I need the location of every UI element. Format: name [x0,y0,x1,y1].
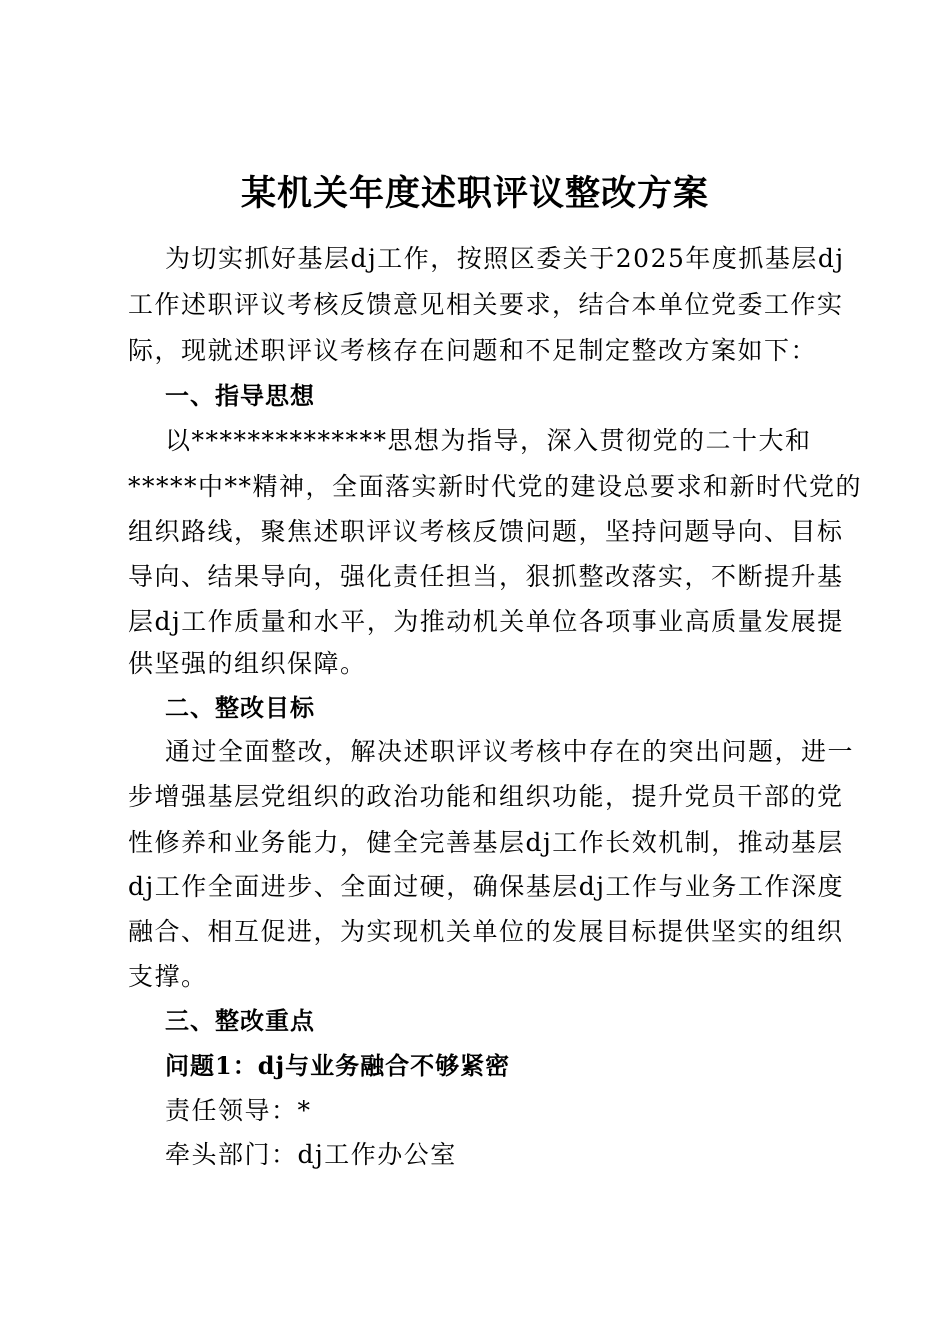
section-2-line-3: 性修养和业务能力，健全完善基层dj工作长效机制，推动基层 [128,828,844,857]
document-title: 某机关年度述职评议整改方案 [240,173,709,214]
responsible-leader: 责任领导：* [165,1096,312,1125]
section-1-line-5: 层dj工作质量和水平，为推动机关单位各项事业高质量发展提 [128,607,844,636]
section-2-line-6: 支撑。 [128,962,208,991]
intro-line-2: 工作述职评议考核反馈意见相关要求，结合本单位党委工作实 [128,290,844,319]
intro-line-3: 际，现就述职评议考核存在问题和不足制定整改方案如下： [128,336,818,365]
problem-1-heading: 问题1：dj与业务融合不够紧密 [165,1051,511,1080]
section-1-line-2: *****中**精神，全面落实新时代党的建设总要求和新时代党的 [128,472,863,501]
section-1-line-6: 供坚强的组织保障。 [128,649,367,678]
section-2-line-4: dj工作全面进步、全面过硬，确保基层dj工作与业务工作深度 [128,872,845,901]
section-1-line-3: 组织路线，聚焦述职评议考核反馈问题，坚持问题导向、目标 [128,517,844,546]
section-2-line-2: 步增强基层党组织的政治功能和组织功能，提升党员干部的党 [128,782,844,811]
section-3-heading: 三、整改重点 [165,1006,315,1035]
section-2-heading: 二、整改目标 [165,693,315,722]
intro-line-1: 为切实抓好基层dj工作，按照区委关于2025年度抓基层dj [165,244,845,273]
section-2-line-5: 融合、相互促进，为实现机关单位的发展目标提供坚实的组织 [128,917,844,946]
section-1-line-4: 导向、结果导向，强化责任担当，狠抓整改落实，不断提升基 [128,562,844,591]
section-1-line-1: 以**************思想为指导，深入贯彻党的二十大和 [165,426,812,455]
section-2-line-1: 通过全面整改，解决述职评议考核中存在的突出问题，进一 [165,737,855,766]
section-1-heading: 一、指导思想 [165,381,315,410]
lead-department: 牵头部门：dj工作办公室 [165,1140,457,1169]
